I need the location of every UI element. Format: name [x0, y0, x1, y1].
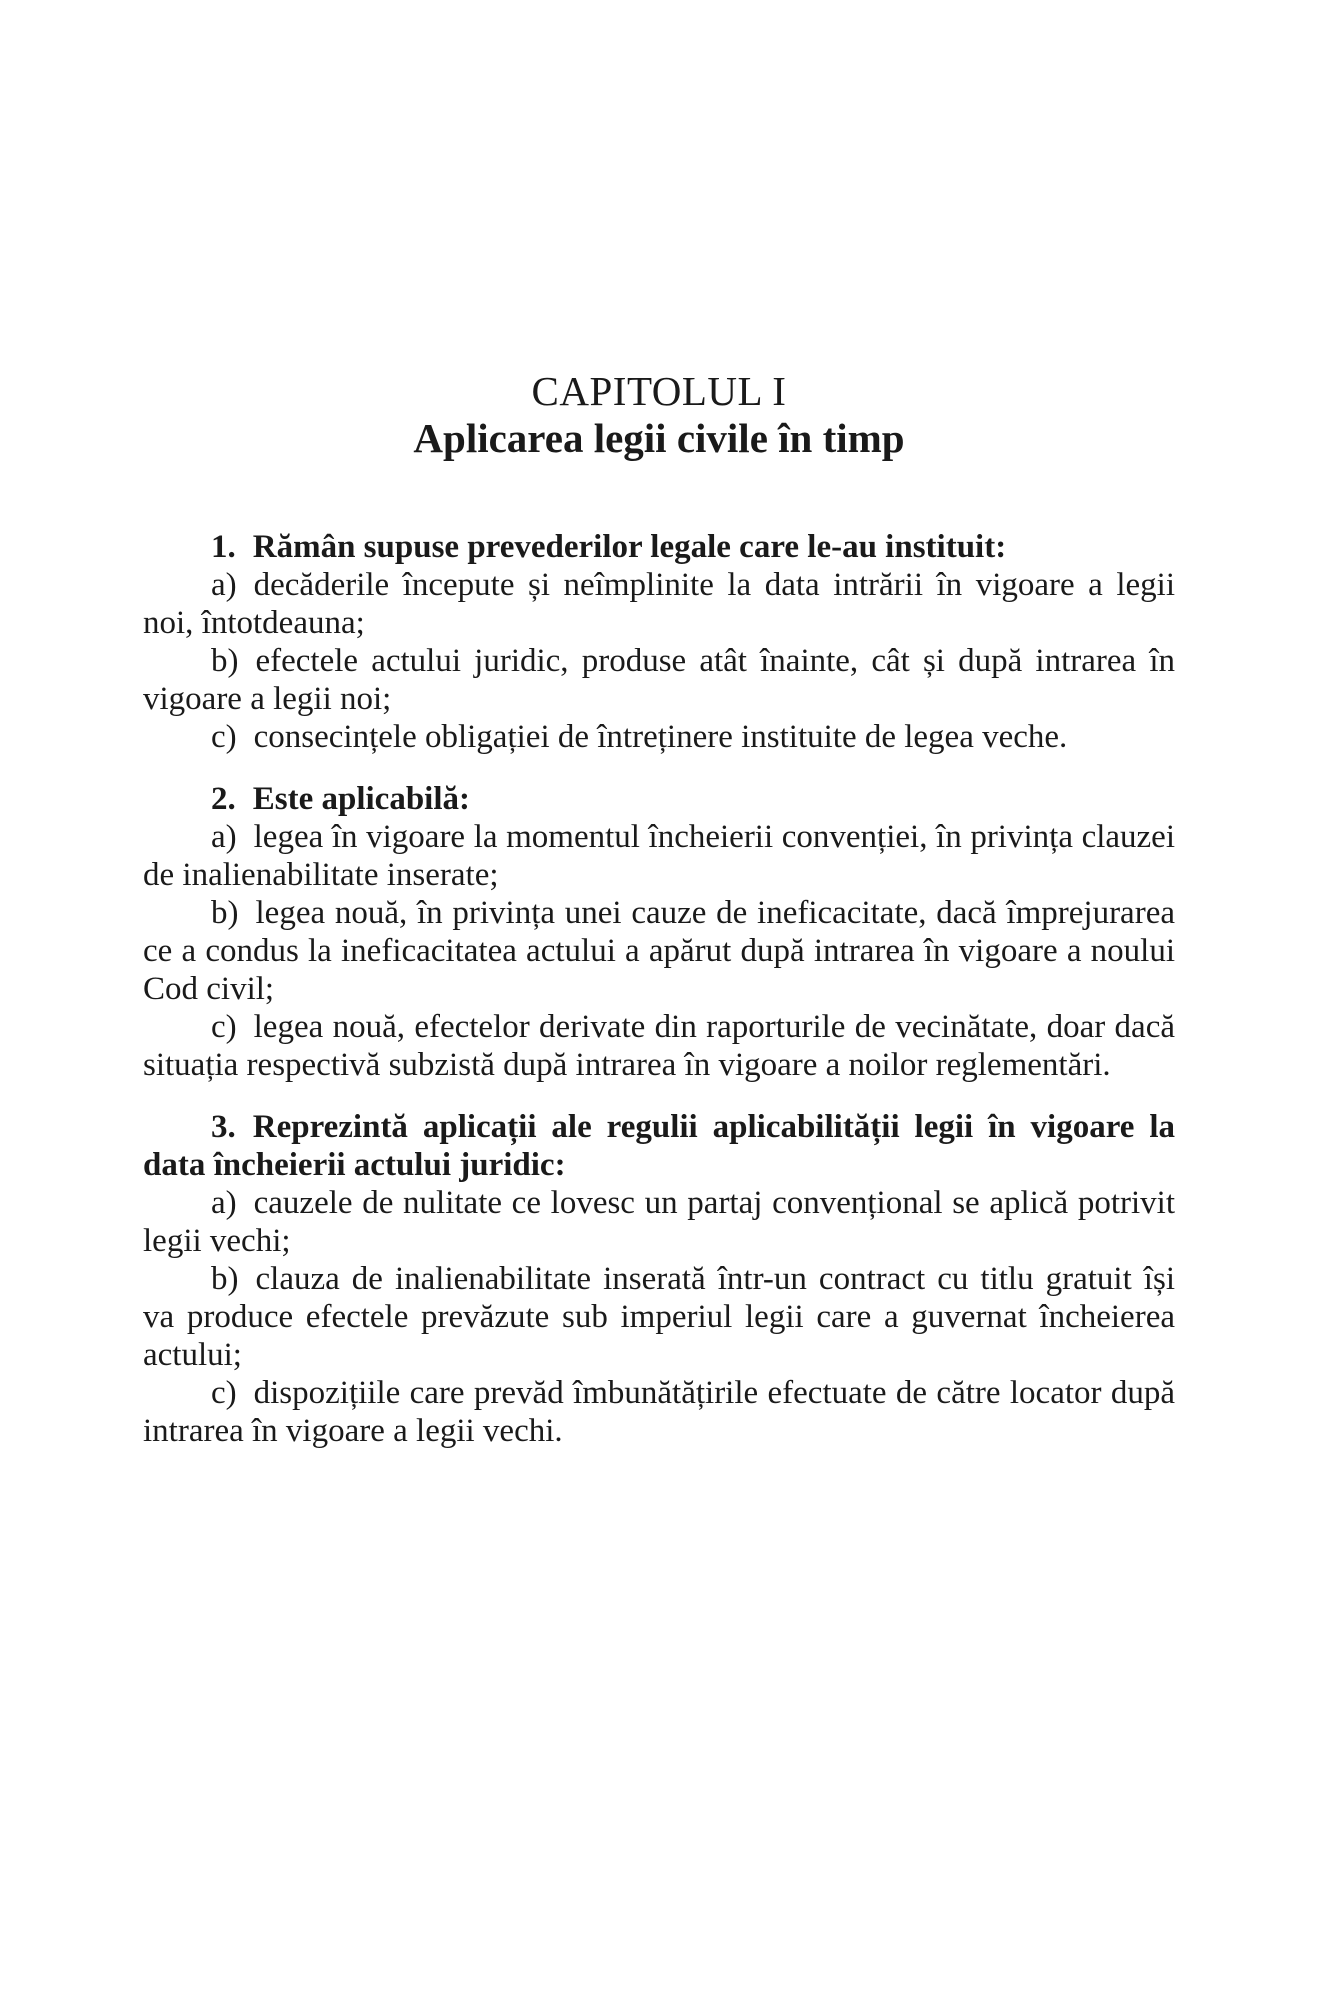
item-text: decăderile începute și neîmplinite la data intrării în vigoare a legii noi, întotdeauna; — [143, 567, 1175, 641]
item-label-c: c) — [211, 1375, 237, 1411]
section-2-heading — [143, 780, 1175, 818]
section-1-heading — [143, 528, 1175, 566]
item-label-c: c) — [211, 1009, 237, 1045]
section-1-number: 1. — [211, 529, 236, 565]
section-2-item-a — [143, 818, 1175, 894]
section-3-item-b — [143, 1260, 1175, 1374]
item-text: legea nouă, în privința unei cauze de ineficacitate, dacă împrejurarea ce a condus la ineficacitatea actului a apărut după intrarea în vigoare a noului Cod civil; — [143, 895, 1175, 1007]
section-1-heading-text: Rămân supuse prevederilor legale care le-au instituit: — [252, 529, 1007, 565]
section-3-item-c — [143, 1374, 1175, 1450]
section-2-item-c — [143, 1008, 1175, 1084]
item-label-a: a) — [211, 819, 237, 855]
section-1 — [143, 528, 1175, 756]
item-label-b: b) — [211, 895, 239, 931]
section-2-heading-text: Este aplicabilă: — [252, 781, 471, 817]
item-label-b: b) — [211, 643, 239, 679]
section-2 — [143, 780, 1175, 1084]
section-3-item-a — [143, 1184, 1175, 1260]
item-text: legea nouă, efectelor derivate din raporturile de vecinătate, doar dacă situația respectivă subzistă după intrarea în vigoare a noilor reglementări. — [143, 1009, 1175, 1083]
item-text: legea în vigoare la momentul încheierii convenției, în privința clauzei de inalienabilitate inserate; — [143, 819, 1175, 893]
section-3-number: 3. — [211, 1109, 236, 1145]
section-2-item-b — [143, 894, 1175, 1008]
item-text: clauza de inalienabilitate inserată într-un contract cu titlu gratuit își va produce efectele prevăzute sub imperiul legii care a guvernat încheierea actului; — [143, 1261, 1175, 1373]
item-label-a: a) — [211, 1185, 237, 1221]
title-block — [143, 368, 1175, 462]
item-label-b: b) — [211, 1261, 239, 1297]
section-1-item-c — [143, 718, 1175, 756]
section-2-number: 2. — [211, 781, 236, 817]
section-3-heading-text: Reprezintă aplicații ale regulii aplicabilității legii în vigoare la data încheierii actului juridic: — [143, 1109, 1175, 1183]
item-label-c: c) — [211, 719, 237, 755]
item-text: cauzele de nulitate ce lovesc un partaj convențional se aplică potrivit legii vechi; — [143, 1185, 1175, 1259]
item-text: consecințele obligației de întreținere instituite de legea veche. — [253, 719, 1068, 755]
item-text: dispozițiile care prevăd îmbunătățirile efectuate de către locator după intrarea în vigoare a legii vechi. — [143, 1375, 1175, 1449]
chapter-title: CAPITOLUL I — [531, 368, 787, 414]
section-1-item-a — [143, 566, 1175, 642]
section-1-item-b — [143, 642, 1175, 718]
section-3-heading — [143, 1108, 1175, 1184]
section-3 — [143, 1108, 1175, 1450]
chapter-subtitle: Aplicarea legii civile în timp — [413, 415, 905, 461]
item-label-a: a) — [211, 567, 237, 603]
item-text: efectele actului juridic, produse atât înainte, cât și după intrarea în vigoare a legii noi; — [143, 643, 1175, 717]
